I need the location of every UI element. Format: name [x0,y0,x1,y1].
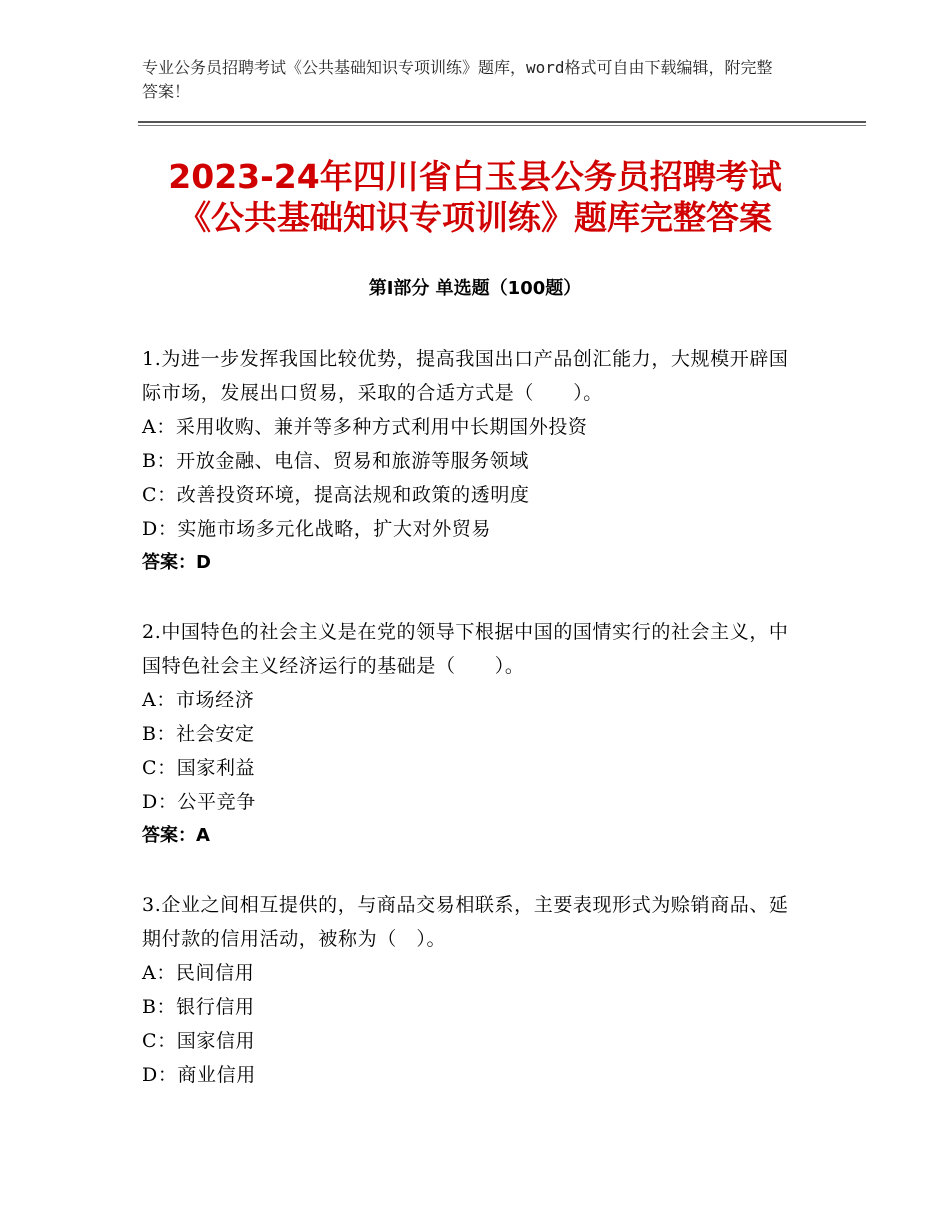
option-d: D：商业信用 [142,1064,256,1086]
section-title: 第Ⅰ部分 单选题（100题） [368,278,582,299]
header-note: 专业公务员招聘考试《公共基础知识专项训练》题库，word格式可自由下载编辑，附完整答案！ [142,58,773,101]
document-title-line-2: 《公共基础知识专项训练》题库完整答案 [178,198,772,237]
question-3 [142,888,802,1092]
option-b: B：开放金融、电信、贸易和旅游等服务领域 [142,450,529,472]
question-stem: 2.中国特色的社会主义是在党的领导下根据中国的国情实行的社会主义，中国特色社会主义经济运行的基础是（ ）。 [142,621,789,677]
option-b: B：银行信用 [142,996,255,1018]
question-1 [142,342,802,580]
option-c: C：国家利益 [142,757,256,779]
question-stem: 1.为进一步发挥我国比较优势，提高我国出口产品创汇能力，大规模开辟国际市场，发展出口贸易，采取的合适方式是（ ）。 [142,348,789,404]
option-c: C：改善投资环境，提高法规和政策的透明度 [142,484,530,506]
header-divider [138,121,866,123]
document-title-line-1: 2023-24年四川省白玉县公务员招聘考试 [168,157,782,196]
header-divider-thin [138,125,866,126]
question-stem: 3.企业之间相互提供的，与商品交易相联系，主要表现形式为赊销商品、延期付款的信用活动，被称为（ ）。 [142,894,789,950]
option-a: A：市场经济 [142,689,255,711]
question-2 [142,615,802,853]
option-a: A：采用收购、兼并等多种方式利用中长期国外投资 [142,416,588,438]
option-d: D：公平竞争 [142,791,256,813]
option-b: B：社会安定 [142,723,255,745]
option-c: C：国家信用 [142,1030,256,1052]
answer-label: 答案：A [142,825,210,846]
document-title [100,156,850,238]
option-a: A：民间信用 [142,962,255,984]
answer-label: 答案：D [142,552,211,573]
option-d: D：实施市场多元化战略，扩大对外贸易 [142,518,492,540]
